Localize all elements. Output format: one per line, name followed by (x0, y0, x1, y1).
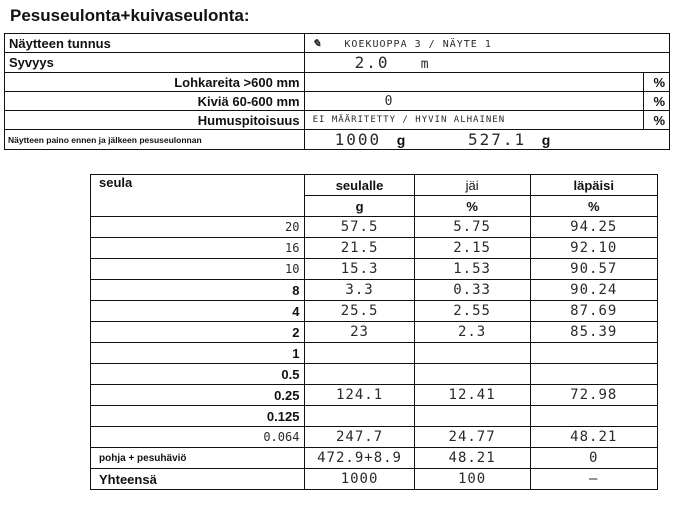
sieve-row (91, 280, 658, 301)
stones-label: Kiviä 60-600 mm (5, 92, 305, 111)
sieve-row (91, 301, 658, 322)
retained-header: seulalle (305, 175, 414, 196)
remained-unit: % (414, 196, 530, 217)
remained-value (414, 343, 530, 364)
sieve-size: 0.064 (91, 427, 305, 448)
passed-value: 48.21 (530, 427, 657, 448)
stones-row (5, 92, 670, 111)
sieve-size: 10 (91, 259, 305, 280)
sieve-header-row (91, 175, 658, 196)
passed-value: 85.39 (530, 322, 657, 343)
weight-after: 527.1 (467, 130, 527, 149)
passed-value: – (530, 469, 657, 490)
sieve-rows (91, 217, 658, 490)
stones-unit: % (644, 92, 670, 111)
remained-value: 24.77 (414, 427, 530, 448)
depth-value: 2.0 (354, 53, 390, 72)
weight-before-unit: g (396, 132, 406, 148)
sieve-size: 16 (91, 238, 305, 259)
passed-value: 0 (530, 448, 657, 469)
depth-label: Syvyys (5, 53, 305, 73)
passed-value: 87.69 (530, 301, 657, 322)
sieve-size: 20 (91, 217, 305, 238)
sieve-size: 2 (91, 322, 305, 343)
sieve-row (91, 406, 658, 427)
passed-unit: % (530, 196, 657, 217)
depth-unit: m (420, 57, 429, 72)
remained-value: 12.41 (414, 385, 530, 406)
retained-value: 57.5 (305, 217, 414, 238)
retained-value: 1000 (305, 469, 414, 490)
sieve-size: 4 (91, 301, 305, 322)
passed-value: 94.25 (530, 217, 657, 238)
humus-value: EI MÄÄRITETTY / HYVIN ALHAINEN (304, 111, 643, 130)
passed-value: 90.57 (530, 259, 657, 280)
boulders-value (304, 73, 643, 92)
retained-value: 124.1 (305, 385, 414, 406)
humus-label: Humuspitoisuus (5, 111, 305, 130)
sieve-row (91, 238, 658, 259)
sieve-row (91, 448, 658, 469)
remained-value: 5.75 (414, 217, 530, 238)
retained-unit: g (305, 196, 414, 217)
remained-value: 1.53 (414, 259, 530, 280)
retained-value: 3.3 (305, 280, 414, 301)
passed-value (530, 406, 657, 427)
sieve-size: 0.5 (91, 364, 305, 385)
retained-value (305, 364, 414, 385)
depth-value-cell (304, 53, 669, 73)
sieve-table (90, 174, 658, 490)
sample-info-table (4, 33, 670, 150)
passed-value (530, 343, 657, 364)
sieve-size: 0.25 (91, 385, 305, 406)
sieve-size: Yhteensä (91, 469, 305, 490)
boulders-row (5, 73, 670, 92)
weight-after-unit: g (541, 132, 551, 148)
remained-value (414, 364, 530, 385)
passed-header: läpäisi (530, 175, 657, 196)
retained-value: 247.7 (305, 427, 414, 448)
remained-header: jäi (414, 175, 530, 196)
weights-row (5, 130, 670, 150)
sieve-row (91, 427, 658, 448)
remained-value (414, 406, 530, 427)
sieve-size: 0.125 (91, 406, 305, 427)
form-title: Pesuseulonta+kuivaseulonta: (10, 6, 250, 25)
humus-unit: % (644, 111, 670, 130)
remained-value: 48.21 (414, 448, 530, 469)
boulders-label: Lohkareita >600 mm (5, 73, 305, 92)
passed-value: 72.98 (530, 385, 657, 406)
retained-value: 15.3 (305, 259, 414, 280)
sieve-row (91, 322, 658, 343)
boulders-unit: % (644, 73, 670, 92)
sample-id-label: Näytteen tunnus (5, 34, 305, 53)
sieve-row (91, 259, 658, 280)
depth-row (5, 53, 670, 73)
sample-id-value: ✎ KOEKUOPPA 3 / NÄYTE 1 (304, 34, 669, 53)
weights-value-cell (304, 130, 669, 150)
humus-row (5, 111, 670, 130)
sieve-row (91, 217, 658, 238)
retained-value: 472.9+8.9 (305, 448, 414, 469)
sample-id-row (5, 34, 670, 53)
passed-value: 90.24 (530, 280, 657, 301)
remained-value: 100 (414, 469, 530, 490)
passed-value (530, 364, 657, 385)
sieve-row (91, 469, 658, 490)
sample-id-text: KOEKUOPPA 3 / NÄYTE 1 (344, 38, 492, 50)
sieve-header: seula (91, 175, 305, 217)
weight-before: 1000 (334, 130, 382, 149)
retained-value: 23 (305, 322, 414, 343)
sieve-size: 8 (91, 280, 305, 301)
stones-value: 0 (304, 92, 643, 111)
sieve-row (91, 364, 658, 385)
sieve-size: pohja + pesuhäviö (91, 448, 305, 469)
sieve-row (91, 385, 658, 406)
passed-value: 92.10 (530, 238, 657, 259)
remained-value: 0.33 (414, 280, 530, 301)
sieve-size: 1 (91, 343, 305, 364)
remained-value: 2.55 (414, 301, 530, 322)
retained-value (305, 406, 414, 427)
sieve-row (91, 343, 658, 364)
retained-value: 21.5 (305, 238, 414, 259)
weights-label: Näytteen paino ennen ja jälkeen pesuseulonnan (5, 130, 305, 150)
remained-value: 2.3 (414, 322, 530, 343)
retained-value: 25.5 (305, 301, 414, 322)
remained-value: 2.15 (414, 238, 530, 259)
retained-value (305, 343, 414, 364)
